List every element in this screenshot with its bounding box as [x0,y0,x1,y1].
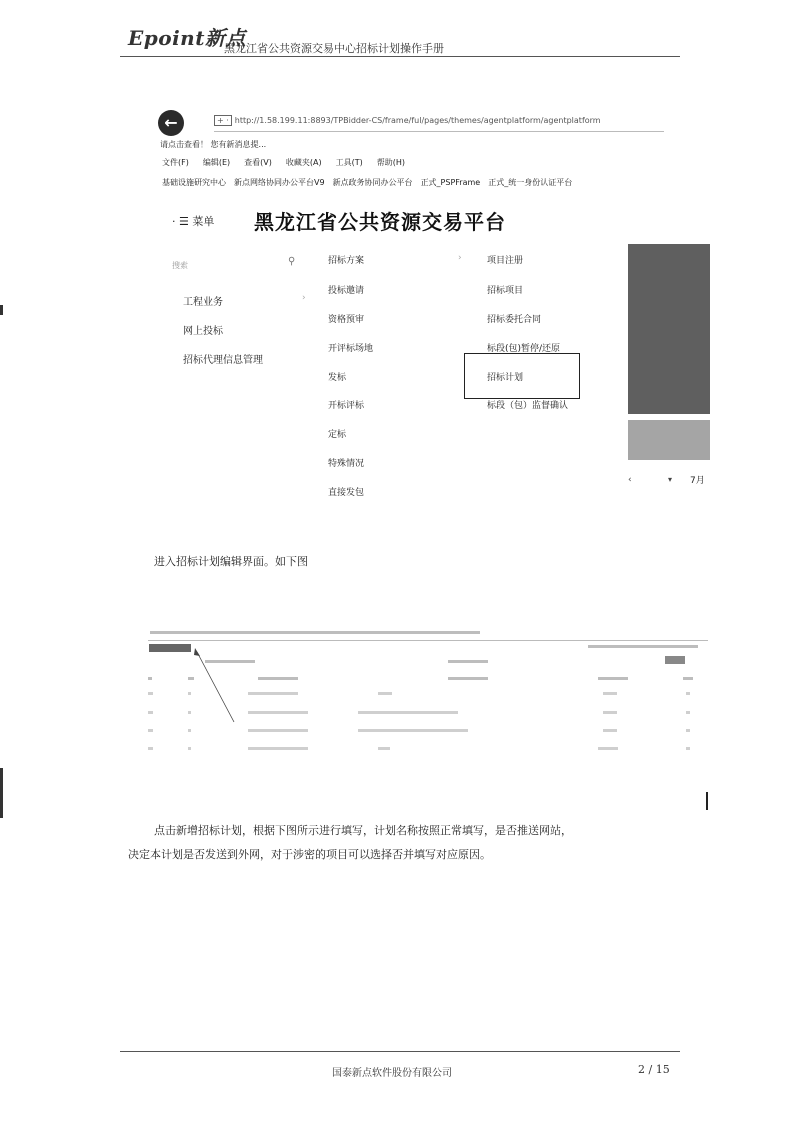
right-menu-item[interactable]: 项目注册 [487,256,524,266]
favorite-item[interactable]: 新点网络协同办公平台V9 [234,178,325,187]
hamburger-menu-button[interactable]: · ☰ 菜单 [172,215,215,228]
right-menu-item[interactable]: 招标项目 [487,286,524,296]
bid-plan-menu-item[interactable]: 招标计划 [487,373,524,383]
search-input[interactable]: 搜索 [172,261,188,270]
left-menu-item[interactable]: 网上投标 [183,326,223,337]
address-bar[interactable] [214,115,664,132]
scan-mark [0,305,3,315]
paragraph-1: 进入招标计划编辑界面。如下图 [154,555,308,568]
menu-favorites[interactable]: 收藏夹(A) [285,158,322,167]
browser-menubar [162,157,419,168]
footer-divider [120,1051,680,1052]
side-image-light [628,420,710,460]
mid-menu-item[interactable]: 特殊情况 [328,459,365,469]
mid-menu-item[interactable]: 投标邀请 [328,286,365,296]
right-menu-item[interactable]: 标段（包）监督确认 [487,401,569,411]
chevron-right-icon: › [458,253,462,263]
menu-view[interactable]: 查看(V) [244,158,272,167]
search-icon[interactable]: ⚲ [288,256,296,267]
address-url: http://1.58.199.11:8893/TPBidder-CS/frame/ful/pages/themes/agentplatform/agentplatform [234,116,601,125]
text-cursor-mark [706,792,708,810]
menu-help[interactable]: 帮助(H) [376,158,405,167]
prev-icon[interactable]: ‹ [628,475,632,485]
epoint-logo: Epoint新点 [128,26,246,50]
address-prefix: + · [214,115,232,126]
dropdown-arrow-icon[interactable]: ▾ [668,475,673,484]
month-selector[interactable]: 7月 [690,476,705,486]
notification-text[interactable]: 请点击查看！ 您有新消息提... [160,140,267,149]
document-header-title: 黑龙江省公共资源交易中心招标计划操作手册 [224,42,444,55]
favorite-item[interactable]: 正式_PSPFrame [420,178,481,187]
paragraph-3: 决定本计划是否发送到外网，对于涉密的项目可以选择否并填写对应原因。 [128,848,491,861]
chevron-right-icon: › [302,293,306,303]
mid-menu-item[interactable]: 开评标场地 [328,344,374,354]
mid-menu-item[interactable]: 直接发包 [328,488,365,498]
menu-label: 菜单 [192,215,215,228]
favorites-bar [162,177,580,188]
hamburger-icon: ☰ [179,215,189,228]
screenshot-2-placeholder-text [148,628,708,768]
platform-title: 黑龙江省公共资源交易平台 [254,210,506,234]
mid-menu-item[interactable]: 开标评标 [328,401,365,411]
menu-edit[interactable]: 编辑(E) [202,158,231,167]
side-image-dark [628,244,710,414]
favorite-item[interactable]: 基础设施研究中心 [162,178,226,187]
mid-menu-item[interactable]: 定标 [328,430,347,440]
menu-file[interactable]: 文件(F) [162,158,189,167]
paragraph-2: 点击新增招标计划，根据下图所示进行填写，计划名称按照正常填写，是否推送网站， [154,824,572,837]
mid-menu-item[interactable]: 资格预审 [328,315,365,325]
right-menu-item[interactable]: 标段(包)暂停/还原 [487,344,561,354]
mid-menu-item[interactable]: 招标方案 [328,256,365,266]
left-menu-item[interactable]: 招标代理信息管理 [183,355,263,366]
menu-tools[interactable]: 工具(T) [335,158,363,167]
highlight-box [464,353,580,399]
right-menu-item[interactable]: 招标委托合同 [487,315,542,325]
mid-menu-item[interactable]: 发标 [328,373,347,383]
header-divider [120,56,680,57]
back-arrow-icon[interactable]: ← [158,110,184,136]
footer-company: 国泰新点软件股份有限公司 [332,1068,452,1079]
favorite-item[interactable]: 新点政务协同办公平台 [332,178,413,187]
scan-mark [0,768,3,818]
left-menu-item[interactable]: 工程业务 [183,297,223,308]
page-number: 2 / 15 [638,1063,670,1076]
favorite-item[interactable]: 正式_统一身份认证平台 [488,178,573,187]
